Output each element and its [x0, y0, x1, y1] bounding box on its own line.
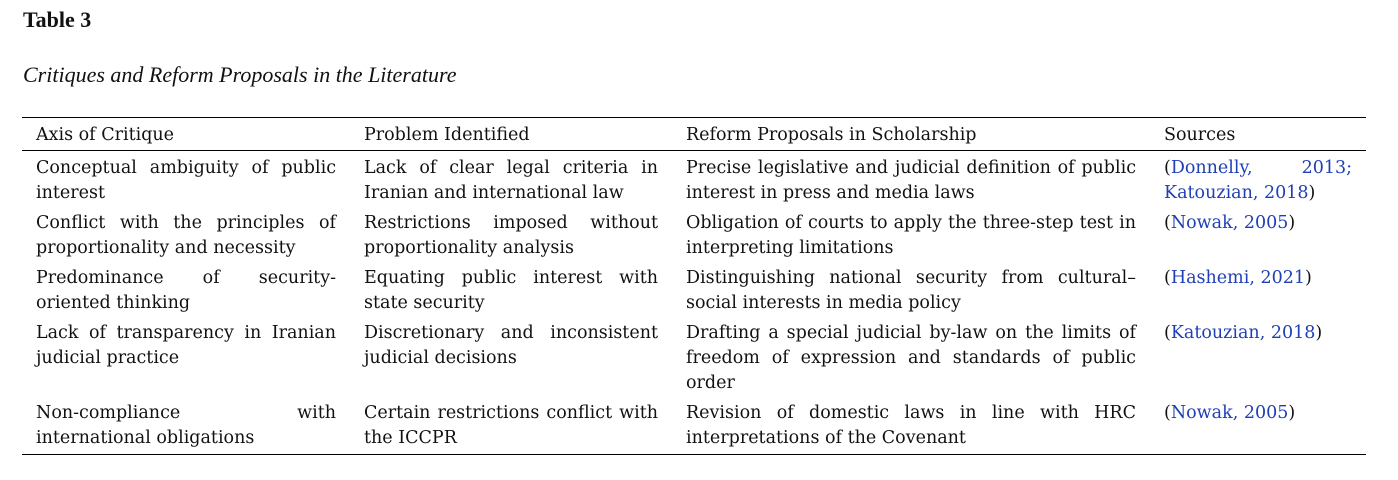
open-paren: ( — [1164, 323, 1171, 343]
open-paren: ( — [1164, 403, 1171, 423]
cell-problem: Lack of clear legal criteria in Iranian and international law — [364, 158, 658, 203]
cell-axis: Conflict with the principles of proportionality and necessity — [36, 213, 336, 258]
cell-axis: Lack of transparency in Iranian judicial practice — [36, 323, 336, 368]
table-row — [22, 264, 1366, 319]
cell-problem: Certain restrictions conflict with the ICCPR — [364, 403, 658, 448]
cell-axis: Conceptual ambiguity of public interest — [36, 158, 336, 203]
critiques-table — [22, 117, 1366, 455]
header-sources: Sources — [1164, 125, 1236, 145]
cell-proposal: Precise legislative and judicial definition of public interest in press and media laws — [686, 158, 1136, 203]
table-row — [22, 209, 1366, 264]
citation-link[interactable]: Nowak, 2005 — [1170, 213, 1289, 233]
close-paren: ) — [1288, 213, 1296, 233]
cell-sources — [1150, 319, 1366, 399]
header-proposal: Reform Proposals in Scholarship — [686, 125, 977, 145]
cell-proposal: Distinguishing national security from cultural–social interests in media policy — [686, 268, 1136, 313]
cell-sources — [1150, 264, 1366, 319]
close-paren: ) — [1304, 268, 1312, 288]
header-problem: Problem Identified — [364, 125, 530, 145]
cell-axis: Non-compliance with international obligations — [36, 403, 336, 448]
cell-proposal: Obligation of courts to apply the three-step test in interpreting limitations — [686, 213, 1136, 258]
cell-problem: Restrictions imposed without proportionality analysis — [364, 213, 658, 258]
table-row — [22, 319, 1366, 399]
open-paren: ( — [1164, 268, 1171, 288]
citation-link[interactable]: Nowak, 2005 — [1170, 403, 1289, 423]
table-row — [22, 399, 1366, 455]
literature-table — [22, 117, 1366, 455]
header-row — [22, 118, 1366, 151]
citation-link[interactable]: Donnelly, 2013; Katouzian, 2018 — [1164, 158, 1352, 203]
table-row — [22, 151, 1366, 210]
table-label: Table 3 — [23, 7, 92, 32]
header-axis: Axis of Critique — [36, 125, 175, 145]
cell-sources — [1150, 399, 1366, 455]
open-paren: ( — [1164, 158, 1171, 178]
table-body — [22, 151, 1366, 455]
close-paren: ) — [1308, 183, 1316, 203]
citation-link[interactable]: Hashemi, 2021 — [1170, 268, 1305, 288]
close-paren: ) — [1315, 323, 1323, 343]
open-paren: ( — [1164, 213, 1171, 233]
cell-proposal: Drafting a special judicial by-law on the limits of freedom of expression and standards of public order — [686, 323, 1136, 393]
cell-sources — [1150, 209, 1366, 264]
close-paren: ) — [1288, 403, 1296, 423]
table-caption: Critiques and Reform Proposals in the Literature — [23, 62, 457, 87]
cell-problem: Equating public interest with state security — [364, 268, 658, 313]
citation-link[interactable]: Katouzian, 2018 — [1170, 323, 1316, 343]
table-header — [22, 118, 1366, 151]
cell-problem: Discretionary and inconsistent judicial decisions — [364, 323, 658, 368]
cell-sources — [1150, 151, 1366, 210]
cell-axis: Predominance of security-oriented thinking — [36, 268, 336, 313]
cell-proposal: Revision of domestic laws in line with HRC interpretations of the Covenant — [686, 403, 1136, 448]
